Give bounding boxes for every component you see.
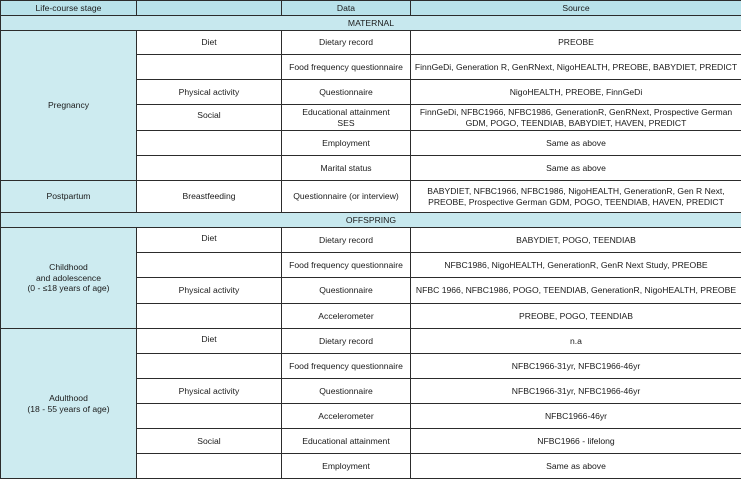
- source-cell: n.a: [411, 329, 741, 354]
- source-line-1: FinnGeDi, NFBC1966, NFBC1986, GenerationR, GenRNext, Prospective German: [419, 107, 733, 117]
- data-cell: Questionnaire (or interview): [282, 181, 411, 213]
- data-cell: Accelerometer: [282, 404, 411, 429]
- header-data: Data: [282, 1, 411, 16]
- section-row-offspring: [1, 213, 741, 228]
- header-life-course-stage: Life-course stage: [1, 1, 137, 16]
- source-cell: NigoHEALTH, PREOBE, FinnGeDi: [411, 80, 741, 105]
- source-line-2: PREOBE, Prospective German GDM, POGO, TEENDIAB, HAVEN, PREDICT: [428, 196, 724, 207]
- source-cell: [411, 105, 741, 131]
- header-row: [1, 1, 741, 16]
- stage-postpartum: Postpartum: [1, 181, 137, 213]
- category-empty: [137, 304, 282, 329]
- category-empty: [137, 156, 282, 181]
- source-cell: Same as above: [411, 156, 741, 181]
- category-empty: [137, 354, 282, 379]
- data-cell: Accelerometer: [282, 304, 411, 329]
- source-cell: PREOBE: [411, 31, 741, 55]
- category-empty: [137, 404, 282, 429]
- category-social: Social: [137, 105, 282, 131]
- source-cell: Same as above: [411, 454, 741, 479]
- table-row: [1, 228, 741, 253]
- source-cell: Same as above: [411, 131, 741, 156]
- section-label-offspring: OFFSPRING: [1, 213, 741, 228]
- data-cell: Dietary record: [282, 31, 411, 55]
- data-cell: Food frequency questionnaire: [282, 354, 411, 379]
- category-empty: [137, 454, 282, 479]
- header-source: Source: [411, 1, 741, 16]
- source-line-1: BABYDIET, NFBC1966, NFBC1986, NigoHEALTH, GenerationR, Gen R Next,: [427, 186, 725, 196]
- data-cell: Educational attainment: [282, 429, 411, 454]
- source-cell: NFBC1966-31yr, NFBC1966-46yr: [411, 379, 741, 404]
- source-cell: FinnGeDi, Generation R, GenRNext, NigoHEALTH, PREOBE, BABYDIET, PREDICT: [411, 55, 741, 80]
- stage-line-2: and adolescence: [36, 272, 101, 283]
- section-label-maternal: MATERNAL: [1, 16, 741, 31]
- source-line-2: GDM, POGO, TEENDIAB, BABYDIET, HAVEN, PREDICT: [465, 117, 687, 128]
- stage-line-3: (0 - ≤18 years of age): [27, 283, 110, 294]
- category-diet: Diet: [137, 31, 282, 55]
- stage-line-1: Childhood: [49, 262, 88, 273]
- source-cell: NFBC1966 - lifelong: [411, 429, 741, 454]
- source-cell: PREOBE, POGO, TEENDIAB: [411, 304, 741, 329]
- category-diet: Diet: [137, 329, 282, 354]
- source-cell: NFBC1966-31yr, NFBC1966-46yr: [411, 354, 741, 379]
- data-line-1: Educational attainment: [302, 107, 390, 117]
- data-cell: Marital status: [282, 156, 411, 181]
- category-empty: [137, 55, 282, 80]
- category-empty: [137, 131, 282, 156]
- header-category: [137, 1, 282, 16]
- data-cell: Questionnaire: [282, 379, 411, 404]
- category-physical-activity: Physical activity: [137, 80, 282, 105]
- data-cell: Employment: [282, 454, 411, 479]
- data-cell: [282, 105, 411, 131]
- stage-adulthood: [1, 329, 137, 479]
- source-cell: NFBC1986, NigoHEALTH, GenerationR, GenR Next Study, PREOBE: [411, 253, 741, 278]
- category-empty: [137, 253, 282, 278]
- stage-pregnancy: Pregnancy: [1, 31, 137, 181]
- table-row: [1, 31, 741, 55]
- source-cell: [411, 181, 741, 213]
- category-diet: Diet: [137, 228, 282, 253]
- data-cell: Questionnaire: [282, 80, 411, 105]
- data-cell: Dietary record: [282, 228, 411, 253]
- data-line-2: SES: [337, 117, 355, 128]
- section-row-maternal: [1, 16, 741, 31]
- table-row: [1, 181, 741, 213]
- source-cell: BABYDIET, POGO, TEENDIAB: [411, 228, 741, 253]
- data-cell: Questionnaire: [282, 278, 411, 304]
- data-cell: Dietary record: [282, 329, 411, 354]
- table-row: [1, 329, 741, 354]
- source-cell: NFBC 1966, NFBC1986, POGO, TEENDIAB, GenerationR, NigoHEALTH, PREOBE: [411, 278, 741, 304]
- stage-line-2: (18 - 55 years of age): [27, 403, 110, 414]
- category-social: Social: [137, 429, 282, 454]
- category-breastfeeding: Breastfeeding: [137, 181, 282, 213]
- stage-childhood: [1, 228, 137, 329]
- data-cell: Food frequency questionnaire: [282, 253, 411, 278]
- data-cell: Employment: [282, 131, 411, 156]
- category-physical-activity: Physical activity: [137, 379, 282, 404]
- source-cell: NFBC1966-46yr: [411, 404, 741, 429]
- stage-line-1: Adulthood: [49, 393, 88, 403]
- category-physical-activity: Physical activity: [137, 278, 282, 304]
- data-cell: Food frequency questionnaire: [282, 55, 411, 80]
